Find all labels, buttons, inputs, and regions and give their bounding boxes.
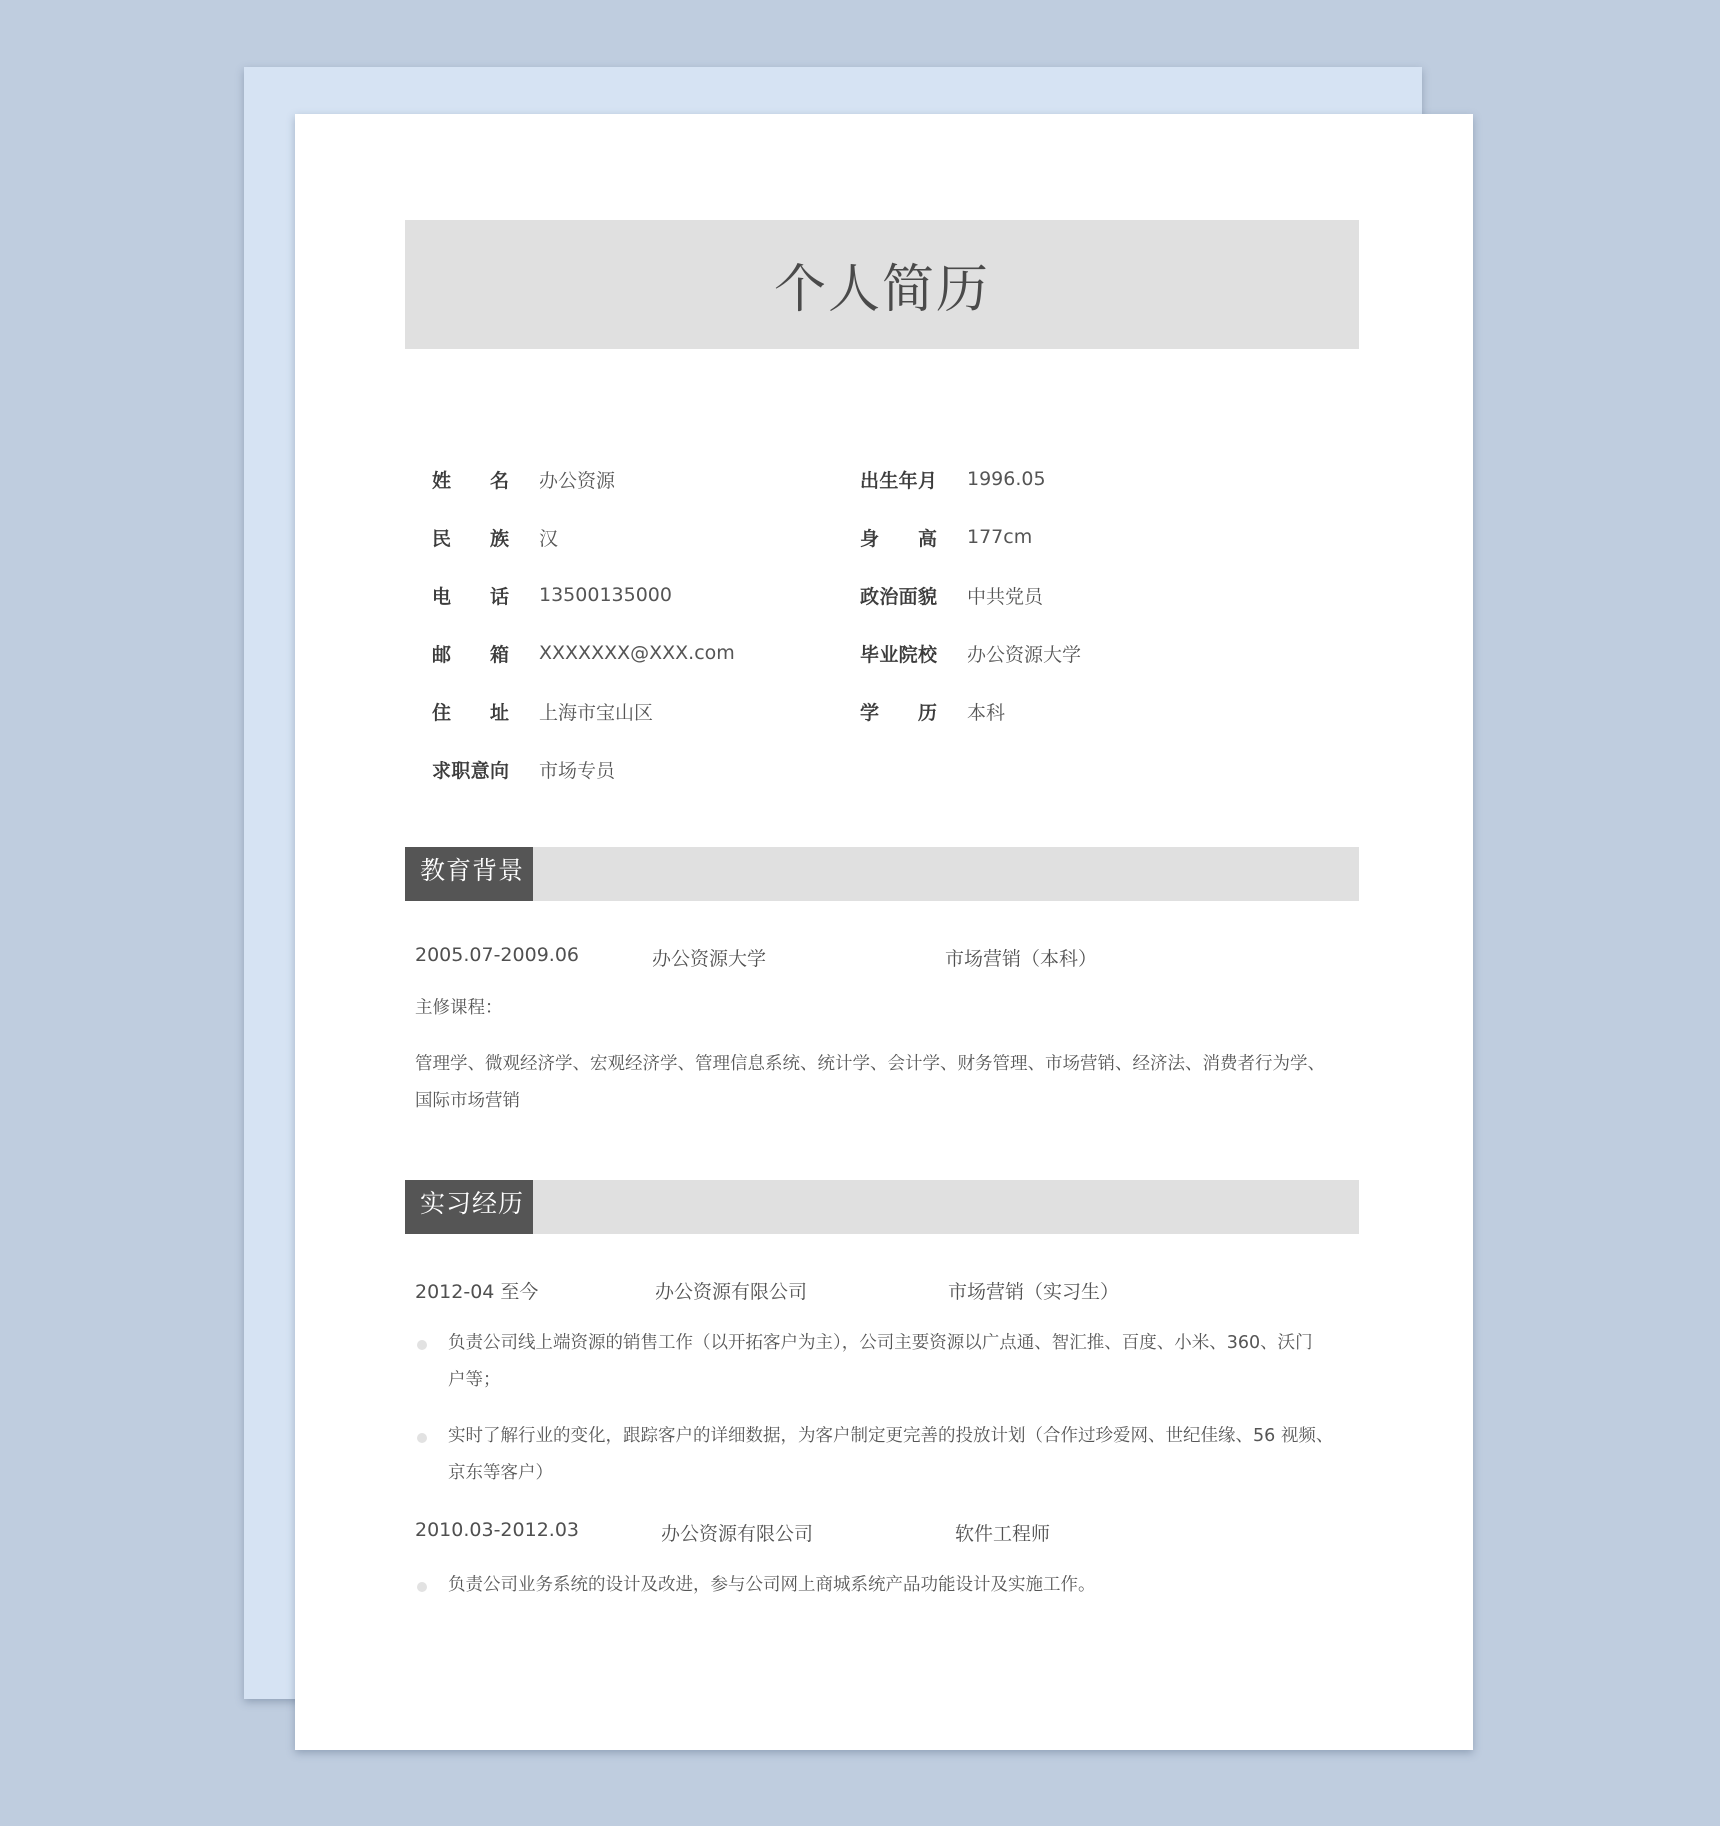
- education-period: 2005.07-2009.06: [415, 944, 579, 966]
- education-school: 办公资源大学: [652, 948, 767, 970]
- page-title: 个人简历: [773, 260, 990, 320]
- info-value-political-status: 中共党员: [967, 585, 1044, 608]
- bullet-dot-icon: [417, 1433, 427, 1443]
- info-value-job-objective: 市场专员: [539, 759, 616, 782]
- education-major: 市场营销（本科）: [945, 948, 1098, 970]
- info-value-address: 上海市宝山区: [539, 701, 654, 724]
- section-tab-education: [405, 847, 533, 901]
- info-value-birth: 1996.05: [967, 468, 1046, 490]
- section-title-internship: 实习经历: [420, 1189, 525, 1218]
- info-label-email: 邮 箱: [432, 643, 509, 666]
- section-bar-internship: [405, 1180, 1359, 1234]
- job-1-bullet-2-line-2: 京东等客户）: [448, 1463, 553, 1483]
- info-value-height: 177cm: [967, 526, 1033, 548]
- info-label-job-objective: 求 职 意 向: [432, 759, 509, 782]
- bullet-dot-icon: [417, 1340, 427, 1350]
- courses-line-1: 管理学、微观经济学、宏观经济学、管理信息系统、统计学、会计学、财务管理、市场营销、经济法、消费者行为学、: [415, 1054, 1325, 1074]
- job-1-role: 市场营销（实习生）: [948, 1281, 1120, 1303]
- info-value-phone: 13500135000: [539, 584, 672, 606]
- info-label-political-status: 政 治 面 貌: [860, 585, 937, 608]
- job-2-period: 2010.03-2012.03: [415, 1519, 579, 1541]
- job-2-role: 软件工程师: [955, 1523, 1051, 1545]
- section-bar-education: [405, 847, 1359, 901]
- job-1-bullet-2-line-1: 实时了解行业的变化，跟踪客户的详细数据，为客户制定更完善的投放计划（合作过珍爱网、世纪佳缘、56 视频、: [448, 1426, 1334, 1446]
- courses-label: 主修课程：: [415, 998, 503, 1018]
- job-1-bullet-1-line-2: 户等；: [448, 1370, 501, 1390]
- job-2-bullet-1-line-1: 负责公司业务系统的设计及改进，参与公司网上商城系统产品功能设计及实施工作。: [448, 1575, 1096, 1595]
- info-label-ethnicity: 民 族: [432, 527, 509, 550]
- title-bar: [405, 220, 1359, 349]
- info-value-ethnicity: 汉: [539, 527, 559, 550]
- info-value-name: 办公资源: [539, 469, 616, 492]
- section-title-education: 教育背景: [420, 856, 525, 885]
- resume-page: [295, 114, 1473, 1750]
- info-label-degree: 学 历: [860, 701, 937, 724]
- info-value-email: XXXXXXX@XXX.com: [539, 642, 735, 664]
- job-2-company: 办公资源有限公司: [661, 1523, 814, 1545]
- info-label-name: 姓 名: [432, 469, 509, 492]
- info-label-birth: 出 生 年 月: [860, 469, 937, 492]
- info-label-phone: 电 话: [432, 585, 509, 608]
- info-label-address: 住 址: [432, 701, 509, 724]
- info-label-school: 毕 业 院 校: [860, 643, 937, 666]
- info-value-degree: 本科: [967, 701, 1006, 724]
- info-label-height: 身 高: [860, 527, 937, 550]
- info-value-school: 办公资源大学: [967, 643, 1082, 666]
- section-tab-internship: [405, 1180, 533, 1234]
- courses-line-2: 国际市场营销: [415, 1091, 520, 1111]
- job-1-bullet-1-line-1: 负责公司线上端资源的销售工作（以开拓客户为主），公司主要资源以广点通、智汇推、百度、小米、360、沃门: [448, 1333, 1313, 1353]
- bullet-dot-icon: [417, 1582, 427, 1592]
- job-1-period: 2012-04 至今: [415, 1281, 539, 1303]
- job-1-company: 办公资源有限公司: [655, 1281, 808, 1303]
